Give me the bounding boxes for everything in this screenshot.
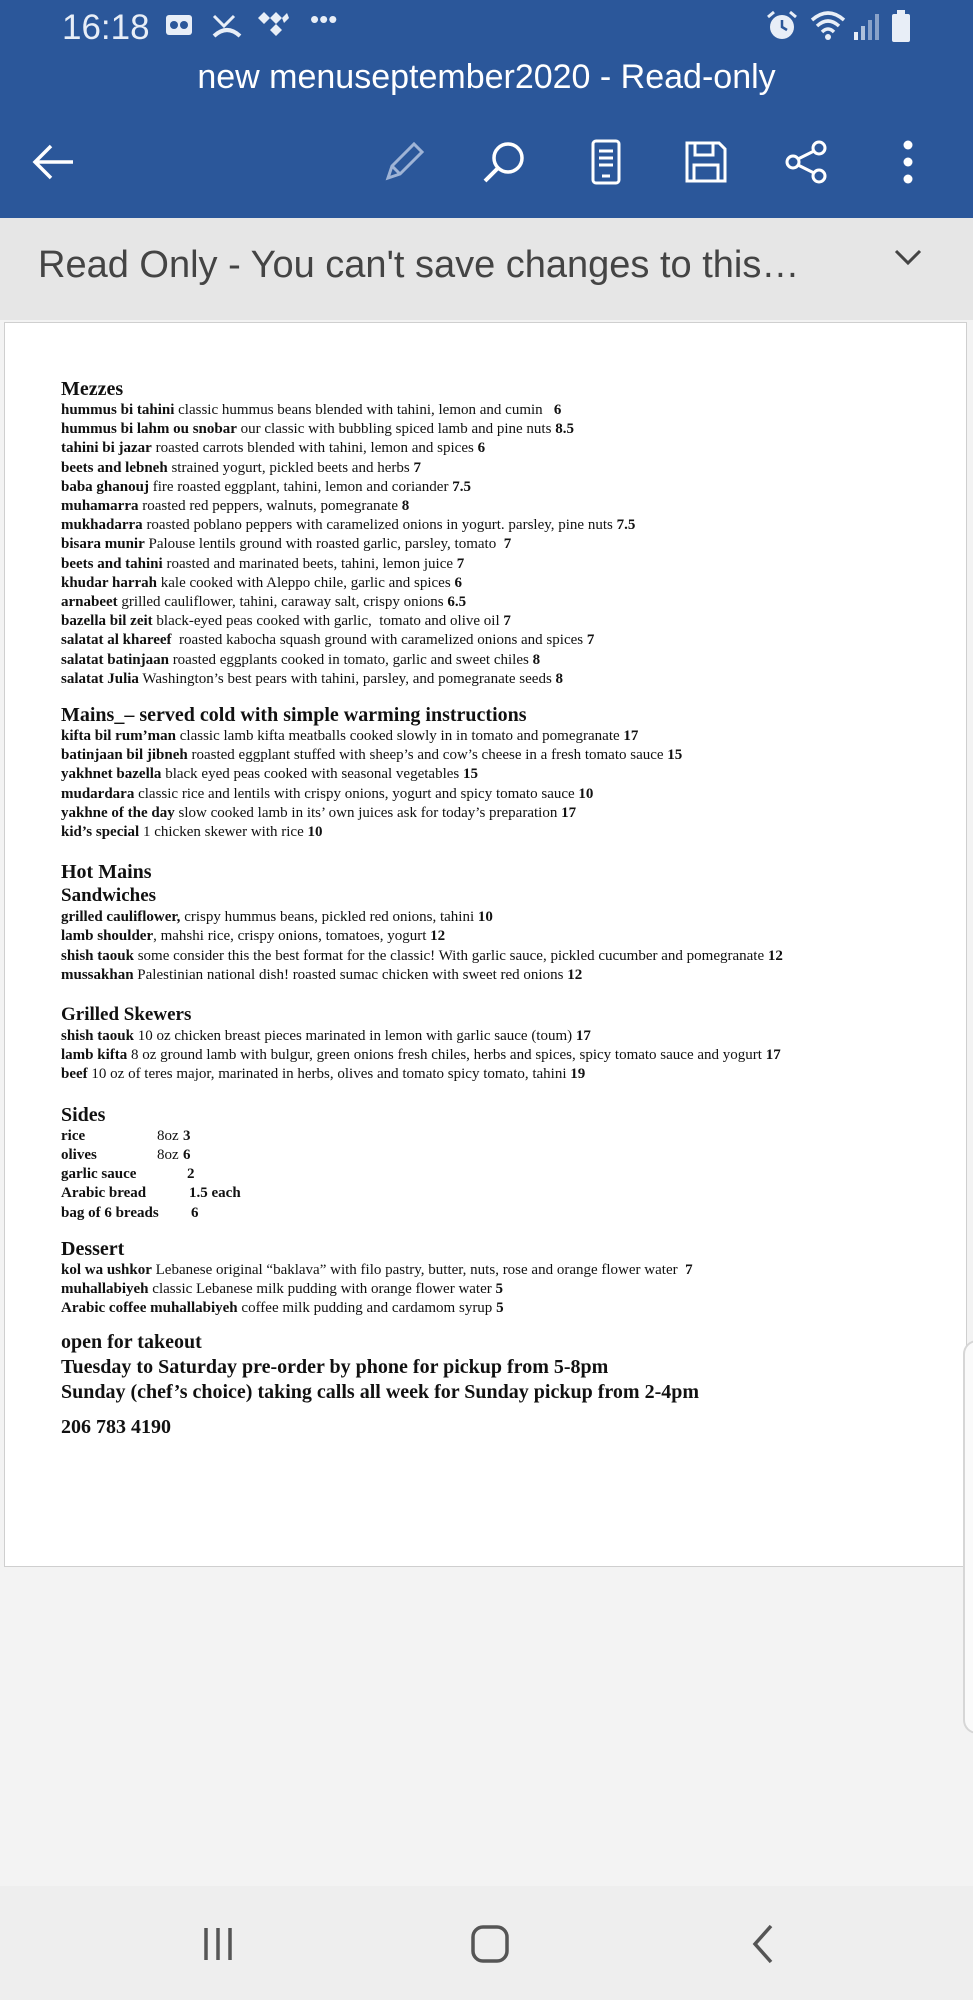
save-icon	[683, 139, 729, 185]
more-options-button[interactable]	[882, 136, 934, 188]
item-price: 10	[477, 909, 493, 926]
item-name: shish taouk	[61, 1028, 134, 1045]
item-price: 6.5	[447, 594, 467, 611]
item-name: lamb shoulder	[61, 928, 154, 945]
item-price: 12	[567, 966, 583, 983]
item-description: roasted kabocha squash ground with caramelized onions and spices	[171, 632, 587, 649]
dessert-list	[61, 1261, 961, 1319]
menu-item	[61, 727, 961, 746]
item-description: classic lamb kifta meatballs cooked slowly in in tomato and pomegranate	[176, 728, 624, 745]
side-name: rice	[61, 1127, 86, 1144]
menu-item	[61, 670, 961, 689]
item-price: 7	[503, 536, 512, 553]
item-name: hummus bi tahini	[61, 402, 175, 418]
share-icon	[783, 139, 829, 185]
item-price: 7.5	[616, 517, 636, 534]
signal-icon	[852, 10, 882, 47]
side-price: 2	[187, 1166, 195, 1183]
section-title-grilled-skewers: Grilled Skewers	[61, 1004, 192, 1026]
menu-item	[61, 1280, 961, 1299]
item-price: 15	[463, 766, 478, 783]
menu-item	[61, 1299, 961, 1318]
menu-item	[61, 612, 961, 631]
item-description: 10 oz of teres major, marinated in herbs, olives and tomato spicy tomato, tahini	[87, 1066, 571, 1083]
item-price: 7.5	[452, 478, 471, 495]
item-name: yakhne of the day	[61, 804, 175, 821]
menu-item	[61, 765, 961, 784]
item-name: lamb kifta	[61, 1047, 128, 1064]
item-price: 17	[575, 1028, 591, 1045]
menu-item	[61, 651, 961, 670]
side-quantity: 8oz	[157, 1127, 179, 1144]
item-description: kale cooked with Aleppo chile, garlic and spices	[157, 574, 455, 591]
item-name: arnabeet	[61, 594, 118, 611]
menu-item	[61, 478, 961, 497]
missed-call-icon	[210, 10, 244, 45]
side-name: olives	[61, 1146, 97, 1163]
item-name: kol wa ushkor	[61, 1261, 152, 1278]
section-title-sides: Sides	[61, 1103, 106, 1126]
item-price: 10	[307, 824, 323, 841]
item-description: strained yogurt, pickled beets and herbs	[167, 459, 414, 476]
side-name: bag of 6 breads	[61, 1204, 159, 1221]
menu-item	[61, 401, 961, 420]
sunday-hours: Sunday (chef’s choice) taking calls all week for Sunday pickup from 2-4pm	[61, 1381, 700, 1404]
section-title-dessert: Dessert	[61, 1237, 125, 1260]
save-button[interactable]	[680, 136, 732, 188]
item-price: 5	[496, 1300, 504, 1317]
app-header	[0, 0, 973, 218]
item-name: muhamarra	[61, 498, 139, 515]
share-button[interactable]	[780, 136, 832, 188]
more-notifications-icon: •••	[310, 4, 338, 34]
system-nav-bar	[0, 1886, 973, 2000]
menu-item	[61, 439, 961, 458]
skewers-list	[61, 1027, 961, 1085]
side-name: Arabic bread	[61, 1185, 147, 1202]
item-description: coffee milk pudding and cardamom syrup	[237, 1300, 497, 1317]
item-name: grilled cauliflower,	[61, 909, 181, 926]
item-price: 7	[586, 632, 595, 649]
menu-item	[61, 420, 961, 439]
item-name: salatat batinjaan	[61, 651, 169, 668]
arrow-left-icon	[31, 142, 77, 182]
mobile-view-button[interactable]	[580, 136, 632, 188]
item-price: 7	[503, 613, 511, 630]
item-description: slow cooked lamb in its’ own juices ask for today’s preparation	[174, 804, 562, 821]
side-price: 3	[183, 1127, 191, 1144]
voicemail-icon	[164, 10, 194, 45]
status-bar	[0, 0, 973, 56]
item-price: 10	[578, 785, 594, 802]
phone-number: 206 783 4190	[61, 1416, 171, 1439]
section-title-sandwiches: Sandwiches	[61, 885, 157, 907]
item-name: batinjaan bil jibneh	[61, 747, 188, 764]
side-item	[61, 1204, 961, 1223]
item-name: tahini bi jazar	[61, 440, 152, 457]
recent-apps-icon	[198, 1924, 238, 1964]
item-price: 7	[685, 1261, 693, 1278]
menu-item	[61, 1046, 961, 1065]
item-price: 12	[430, 928, 446, 945]
side-price: 6	[191, 1204, 199, 1221]
item-description: grilled cauliflower, tahini, caraway salt, crispy onions	[117, 594, 448, 611]
item-name: mukhadarra	[61, 517, 143, 534]
menu-item	[61, 927, 961, 946]
item-name: muhallabiyeh	[61, 1280, 149, 1297]
section-title-hot-mains: Hot Mains	[61, 861, 152, 884]
item-description: classic rice and lentils with crispy onions, yogurt and spicy tomato sauce	[134, 785, 579, 802]
menu-item	[61, 574, 961, 593]
item-name: beets and lebneh	[61, 459, 168, 476]
item-description: crispy hummus beans, pickled red onions, tahini	[180, 909, 478, 926]
item-description: classic Lebanese milk pudding with orange flower water	[148, 1280, 496, 1297]
menu-item	[61, 535, 961, 554]
item-name: khudar harrah	[61, 574, 158, 591]
item-name: salatat al khareef	[61, 632, 172, 649]
item-name: Arabic coffee muhallabiyeh	[61, 1300, 238, 1317]
item-description: roasted carrots blended with tahini, lemon and spices	[151, 440, 478, 457]
item-description: roasted red peppers, walnuts, pomegranate	[138, 498, 402, 515]
item-price: 12	[767, 947, 783, 964]
side-price: 1.5 each	[189, 1185, 241, 1202]
expand-banner-button[interactable]	[893, 246, 923, 273]
item-price: 8.5	[555, 421, 574, 438]
item-price: 6	[454, 574, 462, 591]
item-name: mudardara	[61, 785, 135, 802]
item-price: 8	[555, 670, 564, 687]
menu-item	[61, 516, 961, 535]
mobile-view-icon	[589, 139, 623, 185]
battery-icon	[890, 10, 912, 49]
menu-item	[61, 555, 961, 574]
menu-item	[61, 593, 961, 612]
item-price: 17	[561, 804, 577, 821]
item-name: beef	[61, 1066, 88, 1083]
menu-item	[61, 497, 961, 516]
item-description: classic hummus beans blended with tahini, lemon and cumin	[174, 402, 554, 418]
sides-list	[61, 1127, 961, 1223]
item-name: bisara munir	[61, 536, 145, 553]
item-description: our classic with bubbling spiced lamb and pine nuts	[236, 421, 556, 438]
item-name: shish taouk	[61, 947, 134, 964]
menu-item	[61, 804, 961, 823]
document-title: new menuseptember2020 - Read-only	[197, 58, 776, 96]
item-description: Washington’s best pears with tahini, parsley, and pomegranate seeds	[138, 670, 556, 687]
read-only-message: Read Only - You can't save changes to this…	[38, 244, 800, 286]
item-price: 6	[553, 402, 562, 418]
item-description: roasted poblano peppers with caramelized onions in yogurt. parsley, pine nuts	[142, 517, 617, 534]
takeout-heading: open for takeout	[61, 1331, 202, 1354]
item-description: roasted and marinated beets, tahini, lemon juice	[162, 555, 457, 572]
back-button[interactable]	[28, 136, 80, 188]
item-description: 10 oz chicken breast pieces marinated in lemon with garlic sauce (toum)	[133, 1028, 576, 1045]
back-chevron-icon	[747, 1922, 777, 1966]
item-name: salatat Julia	[61, 670, 139, 687]
item-price: 5	[495, 1280, 504, 1297]
edit-button[interactable]	[378, 136, 430, 188]
item-price: 19	[570, 1066, 586, 1083]
item-name: beets and tahini	[61, 555, 163, 572]
item-name: kifta bil rum’man	[61, 728, 177, 745]
side-item	[61, 1127, 961, 1146]
item-price: 7	[456, 555, 465, 572]
item-price: 7	[413, 459, 421, 476]
system-back-button[interactable]	[732, 1914, 792, 1974]
menu-item	[61, 1261, 961, 1280]
item-description: some consider this the best format for the classic! With garlic sauce, pickled cucumber and pomegranate	[133, 947, 768, 964]
item-description: fire roasted eggplant, tahini, lemon and coriander	[148, 478, 453, 495]
item-description: black eyed peas cooked with seasonal vegetables	[161, 766, 463, 783]
menu-item	[61, 785, 961, 804]
sandwiches-list	[61, 908, 961, 985]
wifi-icon	[808, 10, 848, 47]
weekday-hours: Tuesday to Saturday pre-order by phone for pickup from 5-8pm	[61, 1356, 609, 1379]
menu-item	[61, 459, 961, 478]
mains-list	[61, 727, 961, 842]
side-item	[61, 1146, 961, 1165]
item-name: baba ghanouj	[61, 478, 149, 495]
mezzes-list	[61, 401, 961, 689]
side-quantity: 8oz	[157, 1146, 179, 1163]
section-title-mezzes: Mezzes	[61, 378, 124, 400]
menu-content	[61, 377, 961, 1440]
item-description: , mahshi rice, crispy onions, tomatoes, yogurt	[153, 928, 431, 945]
side-panel-handle[interactable]	[963, 1340, 973, 1734]
status-time: 16:18	[62, 8, 150, 47]
recent-apps-button[interactable]	[188, 1914, 248, 1974]
menu-item	[61, 1065, 961, 1084]
item-description: 1 chicken skewer with rice	[139, 824, 308, 841]
item-price: 8	[401, 498, 410, 515]
menu-item	[61, 823, 961, 842]
side-name: garlic sauce	[61, 1166, 137, 1183]
item-description: roasted eggplant stuffed with sheep’s and cow’s cheese in a fresh tomato sauce	[187, 747, 668, 764]
menu-item	[61, 947, 961, 966]
item-price: 8	[532, 651, 541, 668]
menu-item	[61, 1027, 961, 1046]
side-item	[61, 1165, 961, 1184]
item-name: mussakhan	[61, 966, 134, 983]
pencil-icon	[382, 140, 426, 184]
tidal-icon	[256, 10, 290, 45]
item-name: bazella bil zeit	[61, 613, 153, 630]
more-vertical-icon	[902, 139, 914, 185]
item-description: 8 oz ground lamb with bulgur, green onions fresh chiles, herbs and spices, spicy tomato sauce and yogurt	[127, 1047, 766, 1064]
section-title-mains: Mains_– served cold with simple warming instructions	[61, 704, 527, 727]
item-description: Palouse lentils ground with roasted garlic, parsley, tomato	[144, 536, 504, 553]
item-price: 15	[667, 747, 683, 764]
home-icon	[468, 1922, 512, 1966]
search-button[interactable]	[478, 136, 530, 188]
item-price: 6	[477, 440, 486, 457]
alarm-icon	[765, 10, 799, 47]
side-item	[61, 1184, 961, 1203]
item-price: 17	[623, 728, 639, 745]
item-price: 17	[765, 1047, 781, 1064]
menu-item	[61, 966, 961, 985]
document-page[interactable]	[4, 322, 967, 1567]
menu-item	[61, 631, 961, 650]
item-name: kid’s special	[61, 824, 140, 841]
item-description: Palestinian national dish! roasted sumac chicken with sweet red onions	[133, 966, 568, 983]
item-name: hummus bi lahm ou snobar	[61, 421, 237, 438]
menu-item	[61, 908, 961, 927]
item-description: roasted eggplants cooked in tomato, garlic and sweet chiles	[168, 651, 533, 668]
read-only-banner[interactable]	[0, 218, 973, 320]
menu-item	[61, 746, 961, 765]
item-name: yakhnet bazella	[61, 766, 162, 783]
item-description: black-eyed peas cooked with garlic, tomato and olive oil	[152, 613, 504, 630]
home-button[interactable]	[460, 1914, 520, 1974]
search-icon	[481, 139, 527, 185]
chevron-down-icon	[893, 246, 923, 268]
side-price: 6	[183, 1146, 191, 1163]
item-description: Lebanese original “baklava” with filo pastry, butter, nuts, rose and orange flower water	[151, 1261, 686, 1278]
